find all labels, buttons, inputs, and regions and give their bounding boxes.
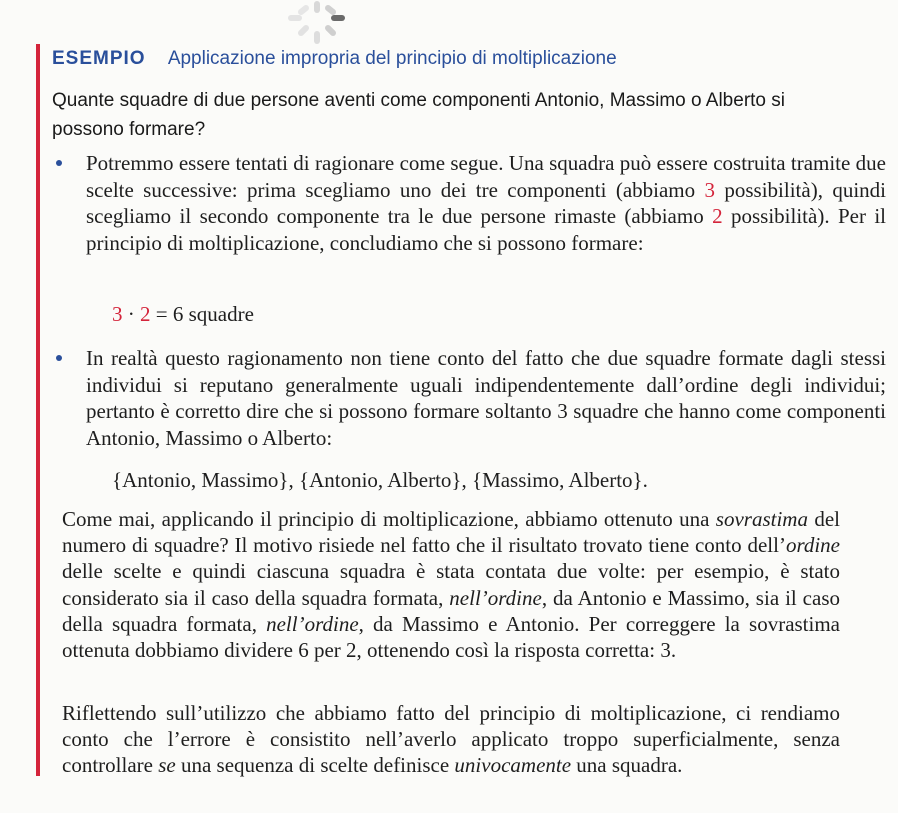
- example-header: [52, 48, 617, 70]
- bullet-icon: [56, 160, 62, 166]
- reflection-paragraph: Riflettendo sull’utilizzo che abbiamo fatto del principio di moltiplicazione, ci rendiamo conto che l’errore è consistito nell’averlo applicato troppo superficialmente, senza controllare se una sequenza di scelte definisce univocamente una squadra.: [62, 701, 840, 778]
- count-second-choice: 2: [712, 204, 723, 228]
- teams-set-list: {Antonio, Massimo}, {Antonio, Alberto}, {Massimo, Alberto}.: [112, 468, 648, 492]
- equation: 3 · 2 = 6 squadre: [112, 302, 254, 326]
- example-title: Applicazione impropria del principio di moltiplicazione: [167, 48, 617, 69]
- example-tag: ESEMPIO: [52, 48, 146, 69]
- loading-spinner-icon: [272, 0, 362, 50]
- bullet-icon: [56, 355, 62, 361]
- bullet-text-2: In realtà questo ragionamento non tiene conto del fatto che due squadre formate dagli stessi individui si reputano generalmente uguali indipendentemente dall’ordine degli individui; pertanto è corretto dire che si possono formare soltanto 3 squadre che hanno come componenti Antonio, Massimo o Alberto:: [86, 346, 886, 450]
- count-first-choice: 3: [704, 177, 715, 202]
- question-text: Quante squadre di due persone aventi come componenti Antonio, Massimo o Alberto si possono formare?: [52, 90, 785, 140]
- bullet-text-1: Potremmo essere tentati di ragionare come segue. Una squadra può essere costruita tramite due scelte successive: prima scegliamo uno dei tre componenti (abbiamo 3 possibilità), quindi scegliamo il secondo componente tra le due persone rimaste (abbiamo 2 possibilità). Per il principio di moltiplicazione, concludiamo che si possono formare:: [86, 151, 886, 255]
- left-accent-rule: [36, 44, 40, 776]
- explanation-paragraph: Come mai, applicando il principio di moltiplicazione, abbiamo ottenuto una sovrastima del numero di squadre? Il motivo risiede nel fatto che il risultato trovato tiene conto dell’ordine delle scelte e quindi ciascuna squadra è stata contata due volte: per esempio, è stato considerato sia il caso della squadra formata, nell’ordine, da Antonio e Massimo, sia il caso della squadra formata, nell’ordine, da Massimo e Antonio. Per correggere la sovrastima ottenuta dobbiamo dividere 6 per 2, ottenendo così la risposta corretta: 3.: [62, 507, 841, 663]
